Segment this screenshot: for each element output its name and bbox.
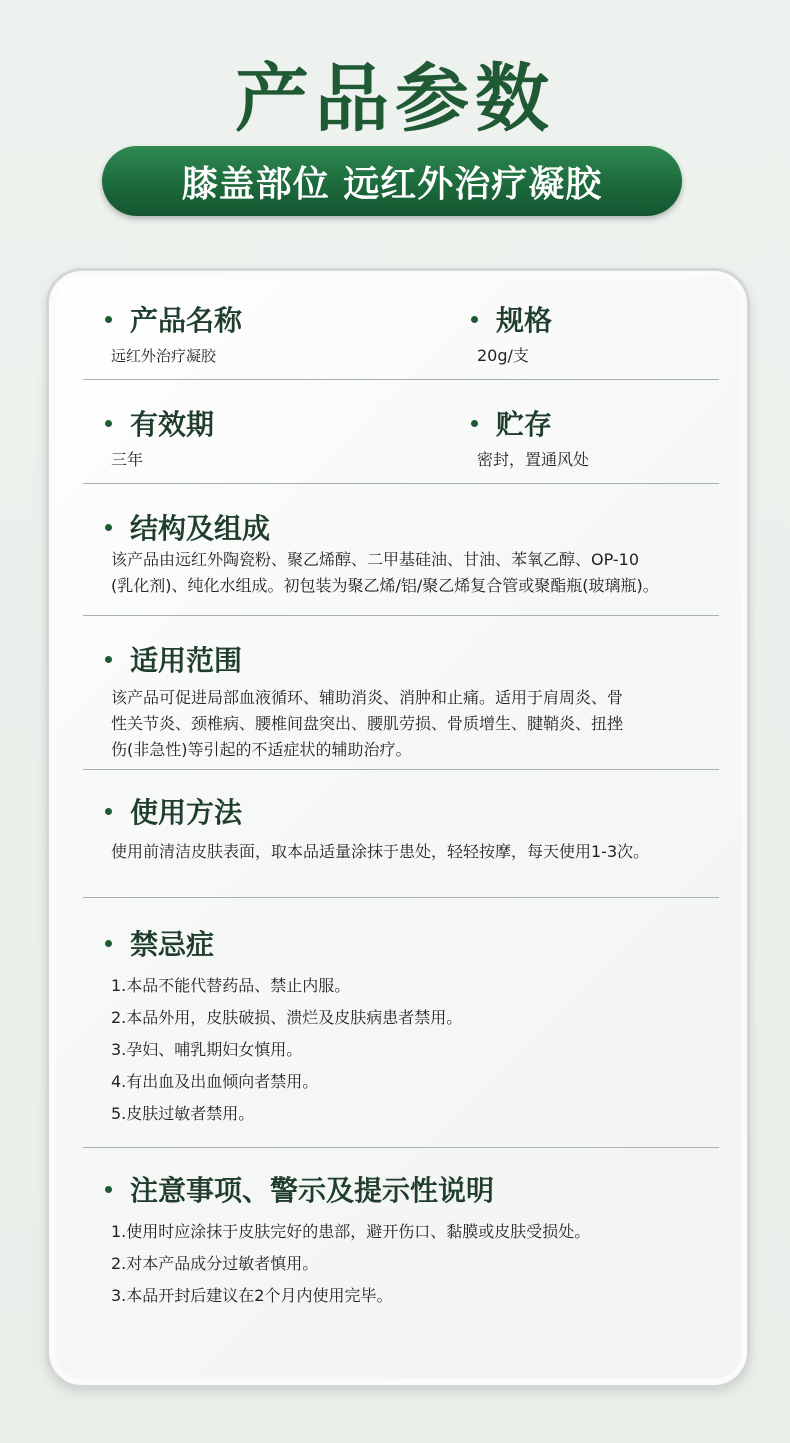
section-label: 注意事项、警示及提示性说明 bbox=[130, 1174, 495, 1207]
section-contraindications bbox=[111, 923, 721, 1133]
list-item: 3.本品开封后建议在2个月内使用完毕。 bbox=[111, 1286, 393, 1305]
section-composition bbox=[111, 507, 721, 599]
param-validity bbox=[111, 403, 401, 473]
param-name-label: 产品名称 bbox=[130, 304, 243, 337]
divider bbox=[83, 1147, 719, 1148]
bullet-icon bbox=[471, 316, 478, 323]
section-label: 结构及组成 bbox=[130, 512, 271, 545]
section-label: 适用范围 bbox=[130, 644, 243, 677]
text-line: 使用前清洁皮肤表面，取本品适量涂抹于患处，轻轻按摩，每天使用1-3次。 bbox=[111, 842, 650, 861]
bullet-icon bbox=[105, 316, 112, 323]
bullet-icon bbox=[105, 524, 112, 531]
text-line: 伤(非急性)等引起的不适症状的辅助治疗。 bbox=[111, 740, 412, 759]
list-item: 4.有出血及出血倾向者禁用。 bbox=[111, 1072, 319, 1091]
list-item: 2.对本产品成分过敏者慎用。 bbox=[111, 1254, 319, 1273]
param-storage-label: 贮存 bbox=[496, 408, 553, 441]
bullet-icon bbox=[471, 420, 478, 427]
section-label: 禁忌症 bbox=[130, 928, 215, 961]
text-line: (乳化剂)、纯化水组成。初包装为聚乙烯/铝/聚乙烯复合管或聚酯瓶(玻璃瓶)。 bbox=[111, 576, 659, 595]
param-spec-label: 规格 bbox=[496, 304, 553, 337]
section-usage bbox=[111, 791, 721, 865]
param-spec bbox=[477, 299, 767, 369]
divider bbox=[83, 379, 719, 380]
section-text bbox=[111, 547, 721, 599]
list-item: 5.皮肤过敏者禁用。 bbox=[111, 1104, 255, 1123]
text-line: 该产品可促进局部血液循环、辅助消炎、消肿和止痛。适用于肩周炎、骨 bbox=[111, 688, 624, 707]
list-item: 3.孕妇、哺乳期妇女慎用。 bbox=[111, 1040, 303, 1059]
section-text bbox=[111, 839, 721, 865]
param-name bbox=[111, 299, 401, 369]
param-spec-value: 20g/支 bbox=[477, 346, 529, 365]
param-storage bbox=[477, 403, 767, 473]
bullet-icon bbox=[105, 808, 112, 815]
divider bbox=[83, 615, 719, 616]
page-title: 产品参数 bbox=[235, 56, 555, 142]
divider bbox=[83, 897, 719, 898]
bullet-icon bbox=[105, 420, 112, 427]
divider bbox=[83, 483, 719, 484]
param-name-value: 远红外治疗凝胶 bbox=[111, 347, 217, 365]
parameter-card bbox=[46, 268, 750, 1388]
text-line: 该产品由远红外陶瓷粉、聚乙烯醇、二甲基硅油、甘油、苯氧乙醇、OP-10 bbox=[111, 550, 640, 569]
divider bbox=[83, 769, 719, 770]
section-warnings bbox=[111, 1169, 721, 1315]
param-storage-value: 密封，置通风处 bbox=[477, 450, 590, 469]
section-list bbox=[111, 973, 721, 1127]
text-line: 性关节炎、颈椎病、腰椎间盘突出、腰肌劳损、骨质增生、腱鞘炎、扭挫 bbox=[111, 714, 624, 733]
list-item: 1.本品不能代替药品、禁止内服。 bbox=[111, 976, 351, 995]
list-item: 1.使用时应涂抹于皮肤完好的患部，避开伤口、黏膜或皮肤受损处。 bbox=[111, 1222, 591, 1241]
bullet-icon bbox=[105, 1186, 112, 1193]
bullet-icon bbox=[105, 656, 112, 663]
section-scope bbox=[111, 639, 721, 763]
product-banner: 膝盖部位 远红外治疗凝胶 bbox=[102, 146, 682, 216]
section-label: 使用方法 bbox=[130, 796, 243, 829]
param-validity-value: 三年 bbox=[111, 450, 144, 469]
bullet-icon bbox=[105, 940, 112, 947]
param-validity-label: 有效期 bbox=[130, 408, 215, 441]
list-item: 2.本品外用，皮肤破损、溃烂及皮肤病患者禁用。 bbox=[111, 1008, 463, 1027]
section-list bbox=[111, 1219, 721, 1309]
section-text bbox=[111, 685, 721, 763]
